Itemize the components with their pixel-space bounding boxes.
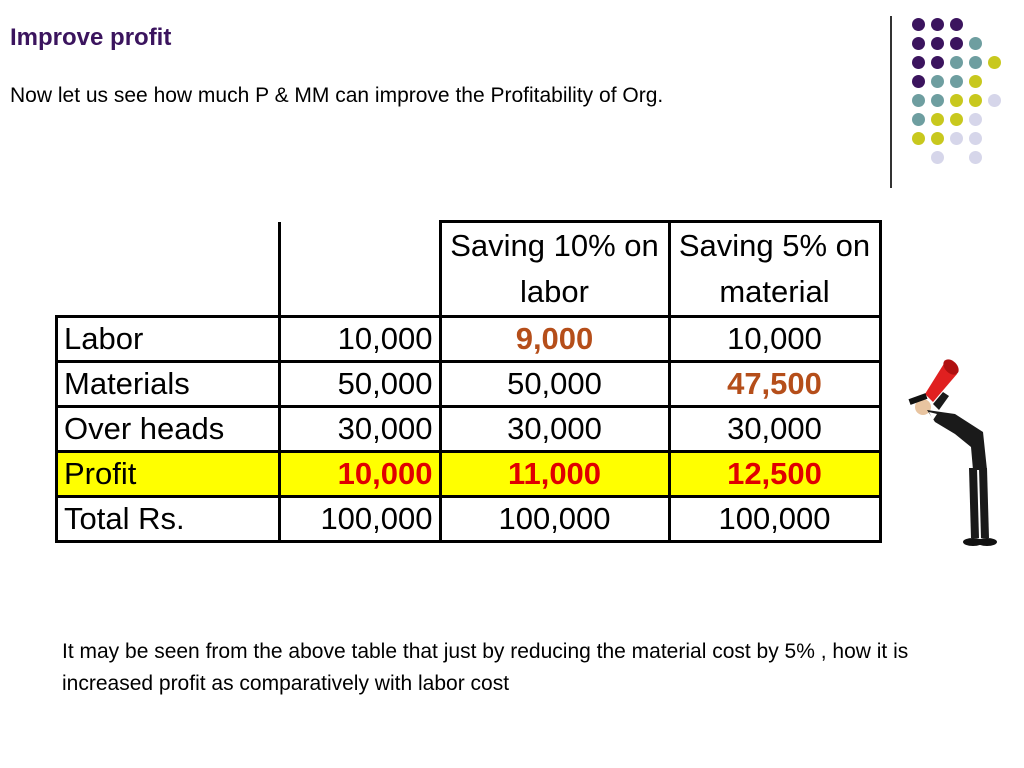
decorative-dot (931, 151, 944, 164)
table-row-profit (57, 452, 881, 497)
row-label: Labor (57, 317, 280, 362)
decorative-dot (931, 113, 944, 126)
decorative-dot (912, 75, 925, 88)
cell-material-saving: 30,000 (669, 407, 880, 452)
cell-base: 30,000 (279, 407, 440, 452)
table-header-material-saving: Saving 5% on material (669, 222, 880, 317)
decorative-dot (969, 132, 982, 145)
decorative-dot (931, 132, 944, 145)
cell-labor-saving: 50,000 (440, 362, 669, 407)
row-label: Profit (57, 452, 280, 497)
decorative-dot (988, 94, 1001, 107)
man-with-megaphone-icon (895, 352, 1005, 552)
decorative-dot (969, 75, 982, 88)
cell-material-saving: 100,000 (669, 497, 880, 542)
decorative-dot (931, 94, 944, 107)
decorative-dot (950, 37, 963, 50)
decorative-dot (969, 37, 982, 50)
decorative-dot (931, 18, 944, 31)
decorative-dot (931, 75, 944, 88)
cell-labor-saving: 11,000 (440, 452, 669, 497)
table-row (57, 497, 881, 542)
table-header-labor-saving: Saving 10% on labor (440, 222, 669, 317)
decorative-dot (969, 113, 982, 126)
cell-base: 10,000 (279, 317, 440, 362)
profit-comparison-table (55, 220, 882, 543)
decorative-dot (969, 94, 982, 107)
decorative-dot (912, 132, 925, 145)
decorative-dot (950, 94, 963, 107)
decorative-dot (912, 37, 925, 50)
table-row (57, 317, 881, 362)
divider-line (890, 16, 892, 188)
cell-material-saving: 47,500 (669, 362, 880, 407)
table-header-blank (57, 222, 280, 317)
cell-labor-saving: 9,000 (440, 317, 669, 362)
cell-base: 50,000 (279, 362, 440, 407)
decorative-dot (969, 151, 982, 164)
slide-subtitle: Now let us see how much P & MM can improve the Profitability of Org. (10, 84, 664, 107)
decorative-dot (912, 18, 925, 31)
decorative-dot (912, 94, 925, 107)
row-label: Total Rs. (57, 497, 280, 542)
conclusion-note: It may be seen from the above table that just by reducing the material cost by 5% , how it is increased profit as comparatively with labor cost (62, 640, 909, 695)
cell-base: 100,000 (279, 497, 440, 542)
slide-title: Improve profit (10, 24, 172, 51)
decorative-dot (912, 113, 925, 126)
table-header-blank (279, 222, 440, 317)
cell-labor-saving: 30,000 (440, 407, 669, 452)
cell-base: 10,000 (279, 452, 440, 497)
decorative-dot (950, 75, 963, 88)
decorative-dot (931, 37, 944, 50)
decorative-dot (950, 18, 963, 31)
decorative-dot (912, 56, 925, 69)
decorative-dot (969, 56, 982, 69)
row-label: Materials (57, 362, 280, 407)
cell-material-saving: 10,000 (669, 317, 880, 362)
cell-material-saving: 12,500 (669, 452, 880, 497)
decorative-dot (931, 56, 944, 69)
row-label: Over heads (57, 407, 280, 452)
decorative-dot (950, 113, 963, 126)
decorative-dot (950, 132, 963, 145)
decorative-dot (950, 56, 963, 69)
table-row (57, 407, 881, 452)
decorative-dot-grid-icon (900, 8, 1010, 178)
decorative-dot (988, 56, 1001, 69)
cell-labor-saving: 100,000 (440, 497, 669, 542)
table-header-row (57, 222, 881, 317)
table-row (57, 362, 881, 407)
